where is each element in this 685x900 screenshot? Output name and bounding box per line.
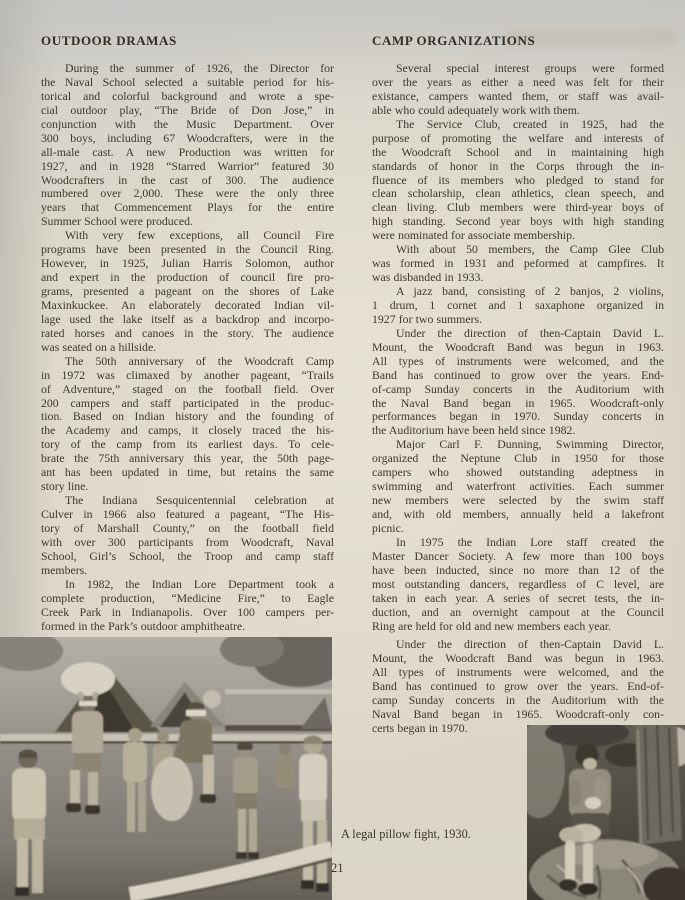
text-line: ant has been updated in time, but retains the same — [41, 466, 334, 480]
text-line: the Naval School selected a suitable period for his- — [41, 75, 334, 89]
text-line: Master Dancer Society. A few more than 100 boys — [372, 549, 664, 563]
text-line: of-camp Sunday concerts in the Auditorium with — [372, 382, 664, 396]
paragraph — [41, 229, 334, 354]
text-line: and, with old members, annually held a lakefront — [372, 508, 664, 521]
text-line: torical and colorful background and wrote a spe- — [41, 89, 334, 103]
paragraph — [41, 494, 334, 578]
text-line: 200 campers and staff participated in the produc- — [41, 396, 334, 410]
text-line: With very few exceptions, all Council Fire — [65, 229, 334, 243]
text-line: In 1975 the Indian Lore staff created the — [396, 535, 664, 549]
text-line: all-male cast. A new Production was written for — [41, 145, 334, 159]
section-heading-outdoor-dramas: OUTDOOR DRAMAS — [41, 33, 177, 48]
text-line: was seated on a hillside. — [41, 340, 157, 354]
boy-on-stump-photo — [527, 725, 685, 900]
paragraph — [372, 62, 664, 118]
text-line: clean living. Club members were third-year boys of — [372, 201, 664, 215]
paragraph — [41, 62, 334, 229]
text-line: All types of instruments were welcomed, and the — [372, 354, 664, 368]
text-line: The Indiana Sesquicentennial celebration at — [65, 494, 334, 508]
text-line: Naval Band began in 1965. Woodcraft-only con- — [372, 708, 664, 722]
text-line: School, Girl’s School, the Troop and camp staff — [41, 549, 334, 563]
text-line: have been inducted, since no more than 12 of the — [372, 563, 664, 577]
text-line: 1 drum, 1 cornet and 1 saxaphone organized in — [372, 298, 664, 312]
text-line: duction, and an overnight campout at the Council — [372, 605, 664, 619]
text-line: purpose of promoting the welfare and interests of — [372, 131, 664, 145]
text-line: grams, presented a pageant on the shores of Lake — [41, 285, 334, 298]
text-line: 1927, and in 1928 “Starred Warrior” featured 30 — [41, 159, 334, 173]
text-line: Band has continued to grow over the years. End-of- — [372, 680, 664, 694]
text-line: the Woodcraft School and in maintaining high — [372, 145, 664, 159]
text-line: Summer School were produced. — [41, 215, 193, 229]
text-line: formed in the Park’s outdoor amphitheatre. — [41, 619, 246, 633]
text-line: However, in 1925, Julian Harris Solomon, author — [41, 257, 334, 271]
text-line: complete production, “Medicine Fire,” to Eagle — [41, 591, 334, 605]
text-line: with over 300 participants from Woodcraft, Naval — [41, 535, 334, 549]
text-line: 300 boys, including 67 Woodcrafters, were in the — [41, 131, 334, 145]
text-line: able who could adequately work with them. — [372, 103, 580, 117]
text-line: swimming and waterfront activities. Each summer — [372, 480, 664, 494]
text-line: the Naval Band began in 1965. Woodcraft-only — [372, 396, 664, 410]
page-number: 21 — [331, 861, 344, 875]
text-line: story line. — [41, 480, 89, 494]
text-line: Maxinkuckee. An elaborately decorated Indian vil- — [41, 298, 334, 312]
text-line: programs have been presented in the Council Ring. — [41, 243, 334, 257]
text-line: certs began in 1970. — [372, 722, 468, 736]
paragraph — [372, 118, 664, 243]
photo-caption: A legal pillow fight, 1930. — [341, 827, 471, 841]
text-line: campers who showed outstanding adeptness in — [372, 466, 664, 480]
text-line: and expert in the production of council fire pro- — [41, 271, 334, 285]
right-column-body — [372, 62, 664, 736]
text-line: Creek Park in Indianapolis. Over 100 campers per- — [41, 605, 334, 619]
text-line: standards of honor in the Corps through the in- — [372, 159, 664, 173]
pillow-fight-photo — [0, 637, 332, 900]
text-line: Ring are held for old and new members each year. — [372, 619, 611, 633]
paragraph — [372, 638, 664, 736]
text-line: were nominated for associate membership. — [372, 229, 575, 243]
text-line: Major Carl F. Dunning, Swimming Director, — [396, 438, 664, 452]
text-line: the Academy and camps, it closely traced the his- — [41, 424, 334, 438]
text-line: high standing. Second year boys with high standing — [372, 215, 664, 229]
text-line: A jazz band, consisting of 2 banjos, 2 violins, — [396, 285, 664, 298]
text-line: Woodcrafters in the cast of 300. The audience — [41, 173, 334, 187]
text-line: tion. Based on Indian history and the founding of — [41, 410, 334, 424]
paragraph — [372, 243, 664, 285]
text-line: was formed in 1931 and peformed at campfires. It — [372, 257, 664, 271]
text-line: existance, campers wanted them, or staff was avail- — [372, 89, 664, 103]
text-line: over the years as either a need was felt for their — [372, 75, 664, 89]
text-line: taken in each year. A series of secret tests, the in- — [372, 591, 664, 605]
text-line: All types of instruments were welcomed, and the — [372, 666, 664, 680]
text-line: years that Commencement Plays for the entire — [41, 201, 334, 215]
text-line: conjunction with the Music Department. Over — [41, 117, 334, 131]
text-line: members. — [41, 563, 88, 577]
text-line: Culver in 1966 also featured a pageant, “The His- — [41, 508, 334, 521]
text-line: lage used the lake itself as a backdrop and incorpo- — [41, 312, 334, 326]
text-line: 1927 for two summers. — [372, 312, 483, 326]
left-column — [41, 33, 334, 633]
text-line: performances began in 1970. Sunday concerts in — [372, 410, 664, 424]
text-line: clean scholarship, clean athletics, clean speech, and — [372, 187, 664, 201]
text-line: picnic. — [372, 521, 404, 535]
text-line: brate the 75th anniversary this year, the 50th page- — [41, 452, 334, 466]
text-line: During the summer of 1926, the Director for — [65, 62, 334, 75]
right-column — [372, 33, 664, 736]
text-line: Mount, the Woodcraft Band was begun in 1963. — [372, 652, 664, 666]
text-line: Under the direction of then-Captain David L. — [396, 638, 664, 652]
text-line: With about 50 members, the Camp Glee Club — [396, 243, 664, 257]
text-line: cial outdoor play, “The Bride of Don Jose,” in — [41, 103, 334, 117]
text-line: numbered over 2,000. These were the only three — [41, 187, 334, 201]
section-heading-camp-organizations: CAMP ORGANIZATIONS — [372, 33, 536, 48]
paragraph — [41, 355, 334, 494]
text-line: fluence of its members who pledged to stand for — [372, 173, 664, 187]
text-line: rated horses and canoes in the story. The audience — [41, 326, 334, 340]
text-line: Mount, the Woodcraft Band was begun in 1963. — [372, 340, 664, 354]
left-column-body — [41, 62, 334, 633]
text-line: camp Sunday concerts in the Auditorium with the — [372, 694, 664, 708]
text-line: Band has continued to grow over the years. End- — [372, 368, 664, 382]
text-line: the Auditorium have been held since 1982. — [372, 424, 576, 438]
text-line: was disbanded in 1933. — [372, 271, 484, 285]
paragraph — [372, 327, 664, 439]
text-line: most outstanding dancers, regardless of C level, are — [372, 577, 664, 591]
text-line: Under the direction of then-Captain David L. — [396, 326, 664, 340]
text-line: of Adventure,” staged on the football field. Over — [41, 382, 334, 396]
text-line: The Service Club, created in 1925, had the — [396, 117, 664, 131]
text-line: in 1972 was climaxed by another pageant, “Trails — [41, 368, 334, 382]
paragraph — [372, 536, 664, 634]
text-line: In 1982, the Indian Lore Department took a — [65, 577, 334, 591]
text-line: organized the Neptune Club in 1950 for those — [372, 452, 664, 466]
paragraph — [372, 438, 664, 536]
text-line: Several special interest groups were formed — [396, 62, 664, 75]
paragraph — [372, 285, 664, 327]
text-line: new members were selected by the swim staff — [372, 494, 664, 508]
text-line: tory of Marshall County,” on the football field — [41, 521, 334, 535]
text-line: The 50th anniversary of the Woodcraft Camp — [65, 354, 334, 368]
paragraph — [41, 578, 334, 634]
text-line: tory of the camp from its earliest days. To cele- — [41, 438, 334, 452]
